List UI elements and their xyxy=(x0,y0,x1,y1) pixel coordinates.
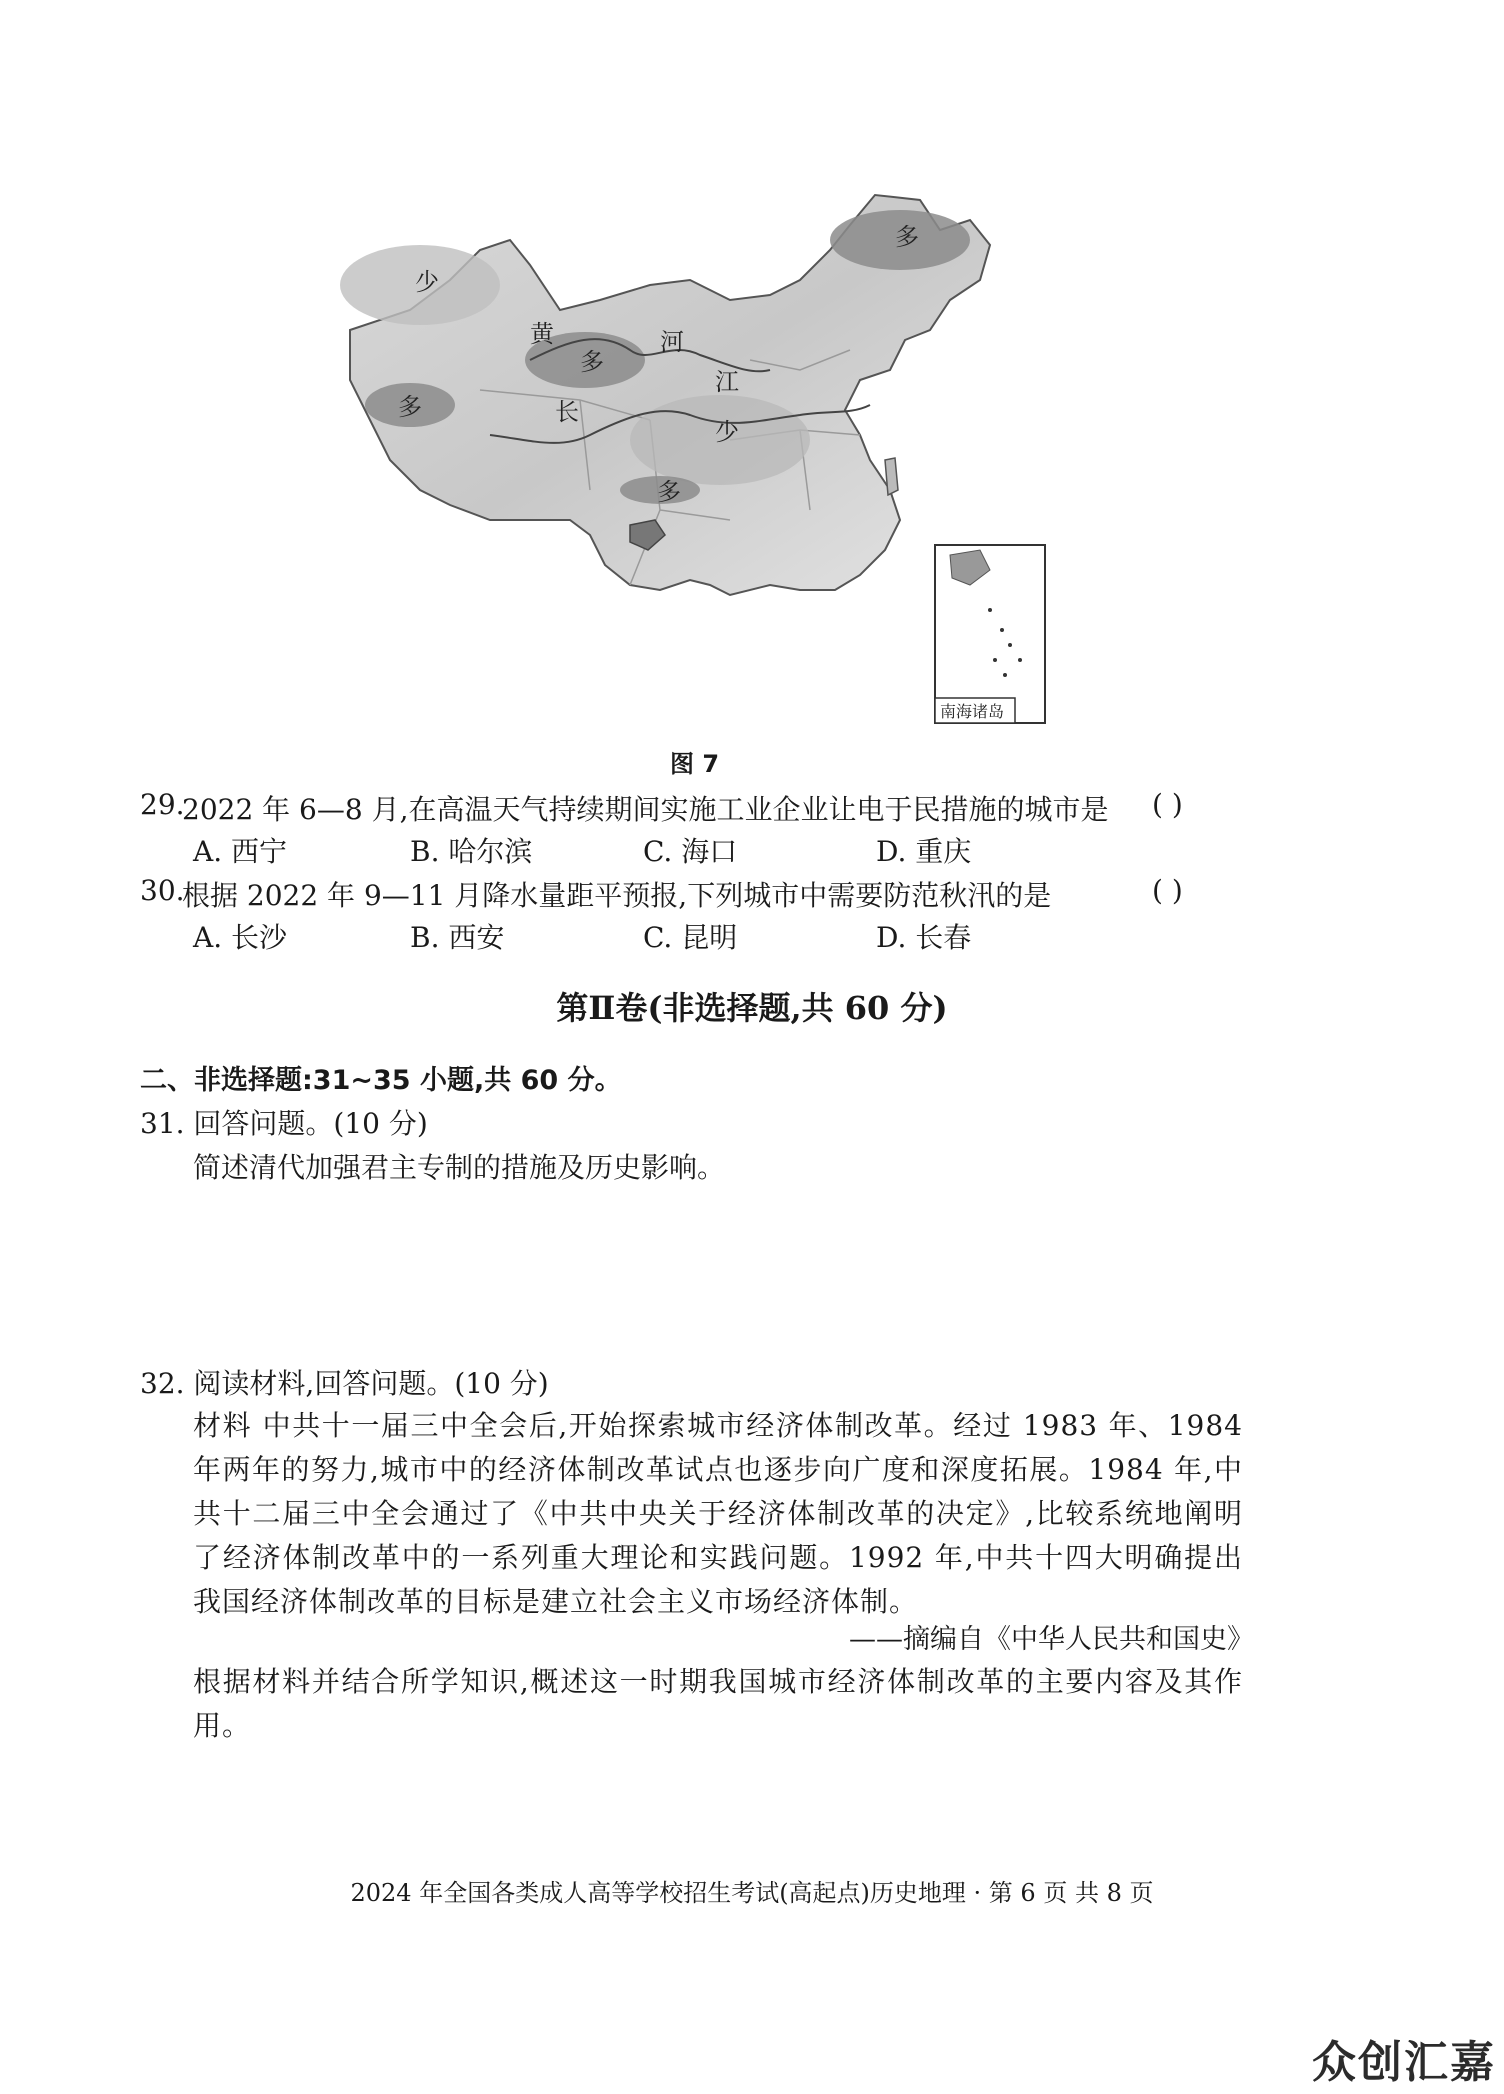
label-few-west: 少 xyxy=(415,268,439,296)
question-29-option-b: B. 哈尔滨 xyxy=(410,835,533,868)
label-river-jiang: 江 xyxy=(715,368,739,396)
question-29-answer-blank: ( ) xyxy=(1152,788,1183,821)
question-30-option-d: D. 长春 xyxy=(876,921,972,954)
question-30-option-b: B. 西安 xyxy=(410,921,505,954)
taiwan-island xyxy=(885,458,898,495)
question-30-option-a: A. 长沙 xyxy=(193,921,288,954)
question-32-prompt: 根据材料并结合所学知识,概述这一时期我国城市经济体制改革的主要内容及其作用。 xyxy=(193,1665,1243,1742)
question-30-stem: 根据 2022 年 9—11 月降水量距平预报,下列城市中需要防范秋汛的是 xyxy=(182,879,1052,912)
label-much-south: 多 xyxy=(657,478,681,506)
page-footer: 2024 年全国各类成人高等学校招生考试(高起点)历史地理 · 第 6 页 共 8 页 xyxy=(350,1879,1154,1907)
question-31-prompt: 简述清代加强君主专制的措施及历史影响。 xyxy=(193,1151,726,1184)
question-32-source: ——摘编自《中华人民共和国史》 xyxy=(849,1624,1254,1655)
question-31-header: 31. 回答问题。(10 分) xyxy=(140,1107,428,1140)
question-32-header: 32. 阅读材料,回答问题。(10 分) xyxy=(140,1367,549,1400)
label-few-southeast: 少 xyxy=(715,418,739,446)
question-29-number: 29. xyxy=(140,788,185,821)
label-much-southwest: 多 xyxy=(398,393,422,421)
label-river-huang: 黄 xyxy=(530,320,554,348)
label-much-center: 多 xyxy=(580,348,604,376)
south-china-sea-inset xyxy=(935,545,1045,723)
inset-label: 南海诸岛 xyxy=(940,702,1005,721)
label-much-northeast: 多 xyxy=(895,223,919,251)
question-30-option-c: C. 昆明 xyxy=(643,921,738,954)
question-32-material: 材料 中共十一届三中全会后,开始探索城市经济体制改革。经过 1983 年、1984 年两年的努力,城市中的经济体制改革试点也逐步向广度和深度拓展。1984 年,中共十二届三中全会通过了《中共中央关于经济体制改革的决定》,比较系统地阐明了经济体制改革中的一系列重大理论和实践问题。1992 年,中共十四大明确提出我国经济体制改革的目标是建立社会主义市场经济体制。 xyxy=(193,1409,1243,1618)
precipitation-map xyxy=(330,190,1060,730)
china-map-figure xyxy=(330,190,1060,730)
question-29-option-a: A. 西宁 xyxy=(193,835,288,868)
question-30-number: 30. xyxy=(140,874,185,907)
question-29-option-c: C. 海口 xyxy=(643,835,738,868)
watermark-logo: 众创汇嘉 xyxy=(1312,2037,1496,2088)
figure-caption: 图 7 xyxy=(670,750,720,778)
question-30-answer-blank: ( ) xyxy=(1152,874,1183,907)
label-river-chang: 长 xyxy=(555,398,579,426)
question-29-option-d: D. 重庆 xyxy=(876,835,972,868)
part-heading: 二、非选择题:31~35 小题,共 60 分。 xyxy=(140,1065,622,1096)
section-title: 第Ⅱ卷(非选择题,共 60 分) xyxy=(556,989,948,1027)
question-29-stem: 2022 年 6—8 月,在高温天气持续期间实施工业企业让电于民措施的城市是 xyxy=(182,793,1109,826)
label-river-he: 河 xyxy=(660,328,684,356)
